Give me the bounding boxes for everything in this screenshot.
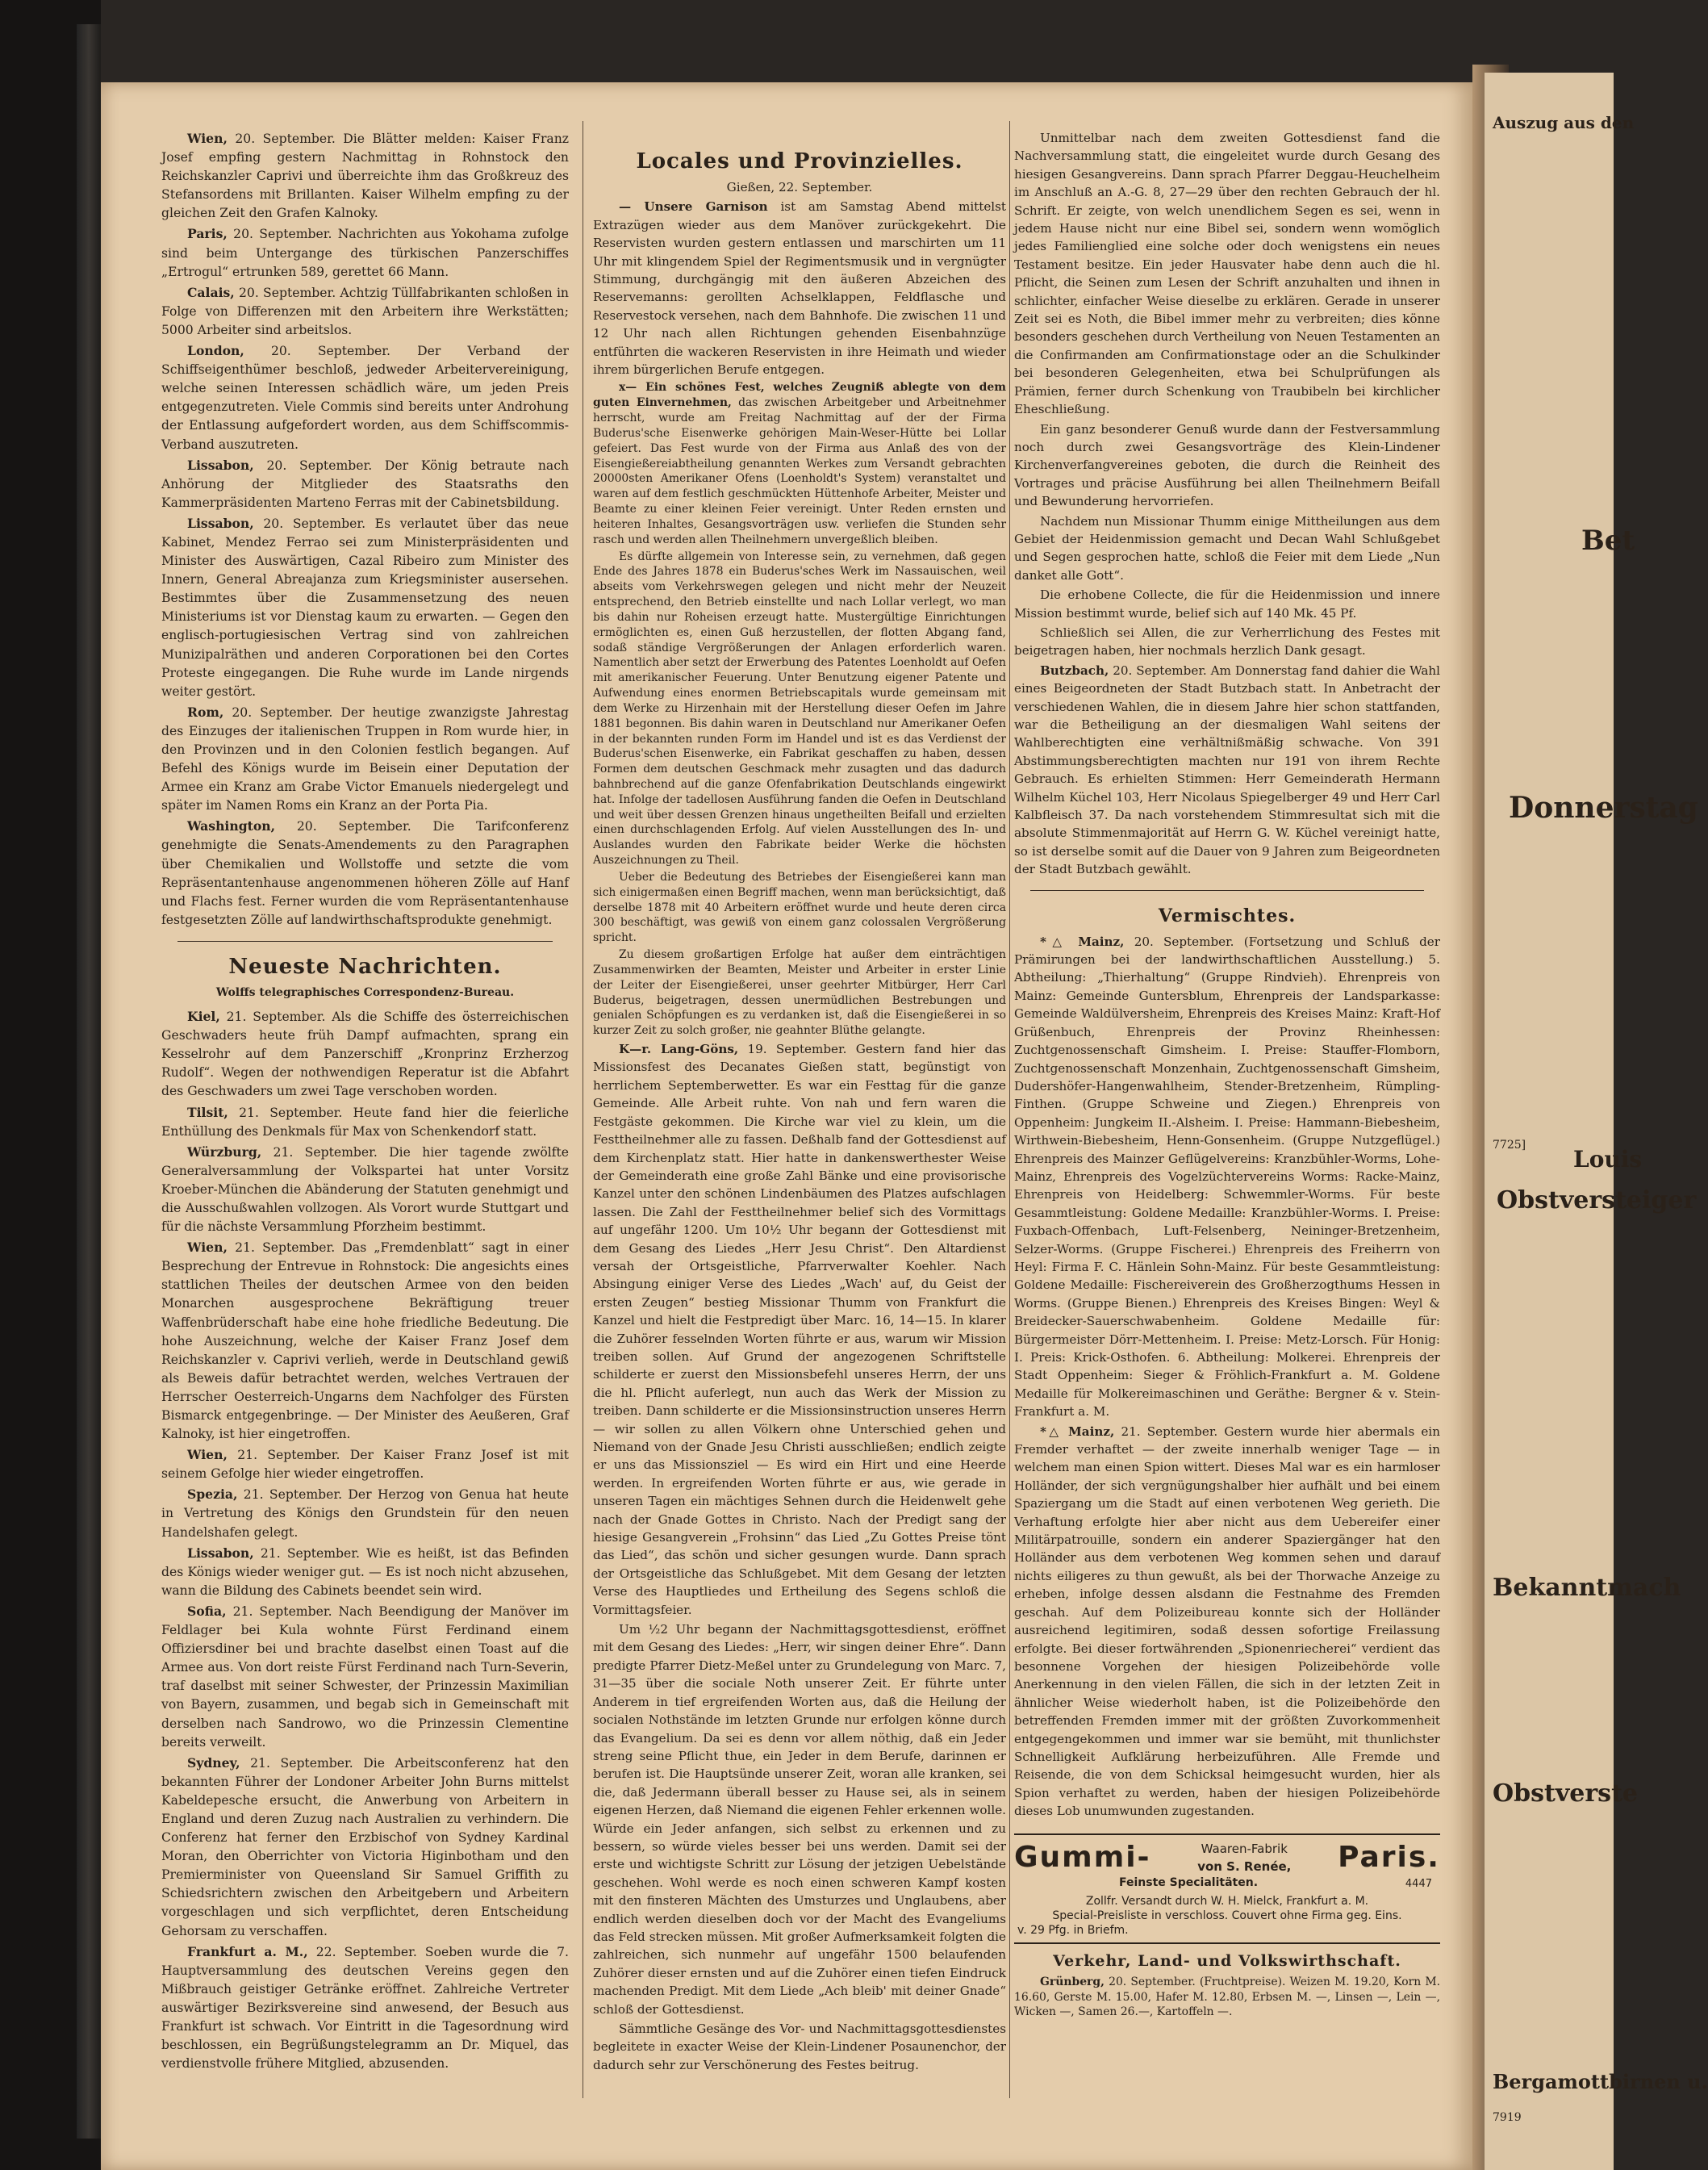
article-mainz-2: [1014, 1423, 1440, 1821]
telegram-report: [161, 129, 569, 223]
article-text: 19. September. Gestern fand hier das Missionsfest des Decanates Gießen statt, begünstigt von herrlichem Septemberwetter. Es war ein Festtag für die ganze Gemeinde. Alle Arbeit ruhte. Von nah und fern waren die Festgäste gekommen. Die Kirche war viel zu klein, um die Festtheilnehmer alle zu fassen. Deßhalb fand der Gottesdienst auf dem Kirchenplatz statt. Hier hatte in dankenswerthester Weise der Gemeinderath eine große Zahl Bänke und eine provisorische Kanzel unter den schönen Lindenbäumen des Platzes aufschlagen lassen. Die Zahl der Festtheilnehmer belief sich des Vormittags auf ungefähr 1200. Um 10½ Uhr begann der Gottesdienst mit dem Gesang des Liedes „Herr Jesu Christ“. Den Altardienst versah der Ortsgeistliche, Pfarrverwalter Koehler. Nach Absingung einiger Verse des Liedes „Wach' auf, du Geist der ersten Zeugen“ bestieg Missionar Thumm von Frankfurt die Kanzel und hielt die Festpredigt über Marc. 16, 14—15. In klarer die Zuhörer fesselnden Worten führte er aus, warum wir Mission treiben sollen. Auf Grund der angezogenen Schriftstelle schilderte er zuerst den Missionsbefehl unseres Herrn, der uns die hl. Pflicht auferlegt, nun auch das Werk der Mission zu treiben. Dann schilderte er die Missionsinstruction unseres Herrn — wir sollen zu allen Völkern ohne Unterschied gehen und Niemand von der Gnade Jesu Christi ausschließen; endlich zeigte er uns das Missionsziel — Es wird ein Hirt und eine Heerde werden. In ergreifenden Worten führte er aus, wie gerade in unseren Tagen ein mächtiges Sehnen durch die Heidenwelt gehe nach der Gnade Gottes in Christo. Nach der Predigt sang der hiesige Gesangverein „Frohsinn“ das Lied „Zu Gottes Preise tönt das Lied“, das schön und sicher gesungen wurde. Dann sprach der Ortsgeistliche das Schlußgebet. Mit dem Gesang der letzten Verse des Hauptliedes und Ertheilung des Segens schloß die Vormittagsfeier.: [593, 1042, 1006, 1617]
news-report: [161, 1143, 569, 1236]
adjacent-heading-bet: Bet: [1581, 525, 1635, 557]
news-report: [161, 1103, 569, 1141]
article-text: 20. September. (Fortsetzung und Schluß der Prämirungen bei der landwirthschaftlichen Ausstellung.) 5. Abtheilung: „Thierhaltung“ (Gruppe Rindvieh). Ehrenpreis von Mainz: Gemeinde Guntersblum, Ehrenpreis der Landsparkasse: Gemeinde Waldülversheim, Ehrenpreis des Kreises Mainz: Kraft-Hof Grüßenbuch, Ehrenpreis der Provinz Rheinhessen: Zuchtgenossenschaft Gimsheim. I. Preise: Stauffer-Flomborn, Zuchtgenossenschaft Monzenhain, Zuchtgenossenschaft Gimsheim, Dudershöfer-Hangenwahlheim, Stender-Bretzenheim, Rümpling-Finthen. (Gruppe Schweine und Ziegen.) Ehrenpreis von Oppenheim: Jungkeim II.-Alsheim. I. Preise: Hammann-Biebesheim, Wirthwein-Biebesheim, Henn-Gonsenheim. (Gruppe Nutzgeflügel.) Ehrenpreis des Mainzer Geflügelvereins: Kranzbühler-Worms, Lohe-Mainz, Ehrenpreis des Vogelzüchtervereins Worms: Racke-Mainz, Ehrenpreis von Heidelberg: Schwemmler-Worms. Für beste Gesammtleistung: Goldene Medaille: Kranzbühler-Worms. I. Preise: Fuxbach-Offenbach, Luft-Felsenberg, Neininger-Bretzenheim, Selzer-Worms. (Gruppe Fischerei.) Ehrenpreis des Freiherrn von Heyl: Firma F. C. Hänlein Sohn-Mainz. Für beste Gesammtleistung: Goldene Medaille: Fischereiverein des Großherzogthums Hessen in Worms. (Gruppe Bienen.) Ehrenpreis des Kreises Bingen: Weyl & Breidecker-Sauerschwabenheim. Goldene Medaille für: Bürgermeister Dörr-Mettenheim. I. Preise: Metz-Lorsch. Für Honig: I. Preis: Krick-Osthofen. 6. Abtheilung: Molkerei. Ehrenpreis der Stadt Oppenheim: Sieger & Fröhlich-Frankfurt a. M. Goldene Medaille für Molkereimaschinen und Geräthe: Bergner & v. Stein-Frankfurt a. M.: [1014, 934, 1440, 1419]
article-lead: x— Ein schönes Fest, welches Zeugniß ablegte von dem guten Einvernehmen,: [593, 381, 1006, 410]
dateline-giessen: Gießen, 22. September.: [726, 180, 873, 194]
report-text: 21. September. Als die Schiffe des österreichischen Geschwaders heute früh Dampf aufmachten, sprang ein Kesselrohr auf dem Panzerschiff „Kronprinz Erzherzog Rudolf“. Wegen der nothwendigen Reperatur ist die Abfahrt des Geschwaders um zwei Tage verschoben worden.: [161, 1010, 569, 1099]
section-title-vermischtes: Vermischtes.: [1158, 905, 1297, 926]
adjacent-heading-bekanntmach: Bekanntmach: [1493, 1574, 1681, 1602]
article-paragraph: Es dürfte allgemein von Interesse sein, zu vernehmen, daß gegen Ende des Jahres 1878 ein Buderus'sches Werk im Nassauischen, weil abseits vom Verkehrswegen gelegen und nicht mehr der Neuzeit entsprechend, den Betrieb einstellte und nach Lollar verlegt, wo man bis dahin nur Roheisen erzeugt hatte. Mustergültige Einrichtungen ermöglichten es, einen Guß herzustellen, der flotten Abgang fand, sodaß ständige Vergrößerungen der Anlagen erforderlich waren. Namentlich aber setzt der Erwerbung des Patentes Loenholdt auf Oefen mit amerikanischer Feuerung. Unter Benutzung eigener Patente und Aufwendung eines enormen Betriebscapitals wurde gemeinsam mit dem Werke zu Hirzenhain mit der Herstellung dieser Oefen im Jahre 1881 begonnen. Bis dahin waren in Deutschland nur Amerikaner Oefen in der bekannten runden Form im Handel und ist es das Verdienst der Buderus'schen Eisenwerke, ein Fabrikat geschaffen zu haben, dessen Formen dem deutschen Geschmack mehr zusagten und das dadurch bahnbrechend auf die ganze Ofenfabrikation Deutschlands eingewirkt hat. Infolge der tadellosen Ausführung fanden die Oefen in Deutschland und weit über dessen Grenzen hinaus ungetheilten Beifall und erzielten einen durchschlagenden Erfolg. Auf vielen Ausstellungen des In- und Auslandes wurden den Fabrikate beider Werke die höchsten Auszeichnungen zu Theil.: [593, 550, 1006, 868]
news-report: [161, 1485, 569, 1541]
dateline-place: Spezia,: [187, 1486, 238, 1503]
book-spine: [77, 24, 101, 2139]
report-text: 20. September. Der König betraute nach Anhörung der Mitglieder des Staatsraths den Kammerpräsidenten Marteno Ferras mit der Cabinetsbildung.: [161, 458, 569, 510]
article-lead: *△ Mainz,: [1040, 1424, 1115, 1439]
telegram-report: [161, 341, 569, 454]
news-report: [161, 1544, 569, 1600]
section-subtitle-wolff: Wolffs telegraphisches Correspondenz-Bureau.: [215, 985, 515, 999]
ad-line: Special-Preisliste in verschloss. Couvert ohne Firma geg. Eins.: [1052, 1909, 1402, 1922]
article-garnison: [593, 198, 1006, 378]
report-text: 20. September. Achtzig Tüllfabrikanten schloßen in Folge von Differenzen mit den Arbeitern ihre Werkstätten; 5000 Arbeiter sind arbeitslos.: [161, 285, 569, 337]
column-3: [1014, 129, 1440, 2022]
article-text: 21. September. Gestern wurde hier abermals ein Fremder verhaftet — der zweite innerhalb weniger Tage — in welchem man einen Spion wittert. Dieses Mal war es ein harmloser Holländer, der sich vergnügungshalber hier aufhält und bei einem Spaziergang um die Stadt auf einen verbotenen Weg gerieth. Die Verhaftung erfolgte hier aber nicht aus dem Uebereifer einer Militärpatrouille, sondern ein anderer Spaziergänger hat den Holländer aus dem verbotenen Weg kommen sehen und darauf nichts eiligeres zu thun gewußt, als bei der Thorwache Anzeige zu erheben, infolge dessen alsdann die Festnahme des Fremden geschah. Auf dem Polizeibureau konnte sich der Holländer ausreichend legitimiren, sodaß dessen sofortige Freilassung erfolgte. Bei dieser fortwährenden „Spionenriecherei“ verdient das besonnene Vorgehen der hiesigen Polizeibehörde volle Anerkennung in den vielen Fällen, die sich in der letzten Zeit in ähnlicher Weise wiederholt haben, ist die Polizeibehörde den betreffenden Fremden immer mit der größten Zuvorkommenheit entgegengekommen und immer war sie bemüht, mit thunlichster Schnelligkeit Aufklärung herbeizuführen. Alle Fremde und Reisende, die von dem Schicksal heimgesucht wurden, hier als Spion verhaftet zu werden, haben der hiesigen Polizeibehörde dieses Lob unumwunden zugestanden.: [1014, 1424, 1440, 1819]
report-text: 22. September. Soeben wurde die 7. Hauptversammlung des deutschen Vereins gegen den Mißbrauch geistiger Getränke eröffnet. Zahlreiche Vertreter auswärtiger Bezirksvereine sind anwesend, der Besuch aus Frankfurt ist schwach. Vor Eintritt in die Tagesordnung wird beschlossen, ein Begrüßungstelegramm an Dr. Miquel, das verdienstvolle frühere Mitglied, abzusenden.: [161, 1944, 570, 2072]
article-paragraph: Sämmtliche Gesänge des Vor- und Nachmittagsgottesdienstes begleitete in exacter Weise der Klein-Lindener Posaunenchor, der dadurch sehr zur Verschönerung des Festes beitrug.: [593, 2022, 1006, 2072]
dateline-place: Lissabon,: [187, 515, 254, 531]
article-lead: *△ Mainz,: [1040, 934, 1125, 949]
report-text: 20. September. Der heutige zwanzigste Jahrestag des Einzuges der italienischen Truppen in Rom wurde hier, in den Provinzen und in den Colonien festlich begangen. Auf Befehl des Königs wurde im Beisein einer Deputation der Armee ein Kranz am Grabe Victor Emanuels niedergelegt und später im Namen Roms ein Kranz an der Porta Pia.: [161, 705, 569, 813]
dateline-place: Wien,: [187, 131, 228, 146]
adjacent-page: [1485, 73, 1708, 2170]
dateline-place: Sydney,: [187, 1754, 240, 1771]
column-2: [593, 141, 1006, 2076]
dateline-place: Würzburg,: [187, 1144, 262, 1160]
advertisement-gummi-paris: [1014, 1833, 1440, 1944]
report-text: 21. September. Der Herzog von Genua hat heute in Vertretung des Königs den Grundstein für den neuen Handelshafen gelegt.: [161, 1487, 570, 1540]
article-paragraph: Ueber die Bedeutung des Betriebes der Eisengießerei kann man sich einigermaßen einen Begriff machen, wenn man berücksichtigt, daß derselbe 1878 mit 40 Arbeitern eröffnet wurde und heute deren circa 300 beschäftigt, was gewiß von einem ganz colossalen Vergrößerung spricht.: [593, 870, 1006, 945]
ad-line: v. 29 Pfg. in Briefm.: [1017, 1923, 1129, 1937]
adjacent-heading-obstversteiger: Obstversteiger: [1497, 1186, 1697, 1215]
dateline-place: Tilsit,: [187, 1104, 228, 1120]
telegram-report: [161, 456, 569, 512]
news-report: [161, 1754, 569, 1941]
dateline-place: Lissabon,: [187, 457, 254, 473]
column-1: [161, 129, 569, 2075]
news-report: [161, 1445, 569, 1483]
report-text: 20. September. Die Blätter melden: Kaiser Franz Josef empfing gestern Nachmittag in Rohnstock den Reichskanzler Caprivi und überreichte ihm das Großkreuz des Stefansordens mit Brillanten. Kaiser Wilhelm empfing zu der gleichen Zeit den Grafen Kalnoky.: [161, 132, 569, 221]
article-lang-goens: [593, 1040, 1006, 1619]
dateline-place: Wien,: [187, 1240, 228, 1256]
dateline-place: Lissabon,: [187, 1545, 254, 1561]
ad-headline-row: [1014, 1840, 1440, 1876]
section-divider: [177, 941, 553, 942]
report-text: 20. September. Es verlautet über das neue Kabinet, Mendez Ferrao sei zum Ministerpräsidenten und Minister des Auswärtigen, Cazal Ribeiro zum Minister des Innern, General Abreajanza zum Kriegsminister ausersehen. Bestimmtes über die Zusammensetzung des neuen Ministeriums ist vor Dienstag kaum zu erwarten. — Gegen den englisch-portugiesischen Vertrag sind von zahlreichen Munizipalräthen und anderen Corporationen bei den Cortes Proteste eingegangen. Die Ruhe wurde im Lande nirgends weiter gestört.: [161, 516, 569, 699]
ad-word-gummi: Gummi-: [1014, 1840, 1151, 1874]
telegram-report: [161, 817, 569, 930]
section-divider: [1030, 890, 1424, 891]
adjacent-heading-obstverste: Obstverste: [1493, 1779, 1639, 1808]
report-text: 21. September. Die Arbeitsconferenz hat den bekannten Führer der Londoner Arbeiter John Burns mittelst Kabeldepesche ersucht, die Anwerbung von Arbeitern in England und deren Zuzug nach Australien zu verhindern. Die Conferenz hat ferner den Erzbischof von Sydney Kardinal Moran, den Oberrichter von Victoria Higinbotham und den Premierminister von Queensland Sir Samuel Griffith zu Schiedsrichtern zwischen den Arbeitgebern und Arbeitern vorgeschlagen und sich verpflichtet, deren Entscheidung Gehorsam zu verschaffen.: [161, 1755, 569, 1938]
dateline-place: Calais,: [187, 284, 235, 300]
news-report: [161, 1942, 569, 2074]
adjacent-heading-louis: Louis: [1573, 1146, 1643, 1173]
telegram-reports: [161, 129, 569, 930]
news-report: [161, 1238, 569, 1444]
news-report: [161, 1602, 569, 1752]
report-text: 21. September. Die hier tagende zwölfte Generalversammlung der Volkspartei hat unter Vorsitz Kroeber-München die Abänderung der Statuten genehmigt und die Ausschußwahlen vollzogen. Als Vorort wurde Stuttgart und für die nächste Versammlung Pforzheim bestimmt.: [161, 1144, 570, 1235]
report-text: 21. September. Nach Beendigung der Manöver im Feldlager bei Kula wohnte Fürst Ferdinand einem Offiziersdiner bei und brachte daselbst einen Toast auf die Armee aus. Von dort reiste Fürst Ferdinand nach Turn-Severin, traf daselbst mit seiner Schwester, der Prinzessin Maximilian von Bayern, zusammen, und begab sich in Gemeinschaft mit derselben nach Sandrowo, wo die Prinzessin Clementine bereits verweilt.: [161, 1603, 569, 1750]
ad-line: Zollfr. Versandt durch W. H. Mielck, Frankfurt a. M.: [1085, 1894, 1369, 1908]
section-title-verkehr: Verkehr, Land- und Volkswirthschaft.: [1053, 1951, 1401, 1970]
article-paragraph: Die erhobene Collecte, die für die Heidenmission und innere Mission bestimmt wurde, belief sich auf 140 Mk. 45 Pf.: [1014, 587, 1440, 621]
ad-word-paris: Paris.: [1338, 1840, 1440, 1874]
article-gruenberg: [1014, 1975, 1440, 2020]
telegram-report: [161, 514, 569, 701]
article-paragraph: Unmittelbar nach dem zweiten Gottesdienst fand die Nachversammlung statt, die eingeleitet wurde durch Gesang des hiesigen Gesangvereins. Dann sprach Pfarrer Deggau-Heuchelheim im Anschluß an A.-G. 8, 27—29 über den rechten Gebrauch der hl. Schrift. Er zeigte, von welch unendlichem Segen es sei, wenn in jedem Hause nicht nur eine Bibel sei, sondern wenn womöglich jedes Familienglied eine solche oder doch wenigstens ein neues Testament besitze. Ein jeder Hausvater habe denn auch die hl. Pflicht, die Seinen zum Lesen der Schrift anzuhalten und ihnen in schlichter, einfacher Weise dieselbe zu erklären. Gerade in unserer Zeit sei es Noth, die Bibel immer mehr zu verbreiten; dies könne besonders geschehen durch Vertheilung von Neuen Testamenten an die Confirmanden am Confirmationstage oder an die Schulkinder bei besonderen Gelegenheiten, etwa bei Schulprüfungen als Prämien, ferner durch Schenkung von Traubibeln bei kirchlicher Eheschließung.: [1014, 131, 1440, 417]
report-text: 20. September. Die Tarifconferenz genehmigte die Senats-Amendements zu den Paragraphen über Chemikalien und Wollstoffe und setzte die vom Repräsentantenhause angenommenen höheren Zölle auf Hanf und Flachs fest. Ferner wurden die vom Repräsentantenhause festgesetzten Zölle auf landwirthschaftsprodukte genehmigt.: [161, 819, 569, 927]
ad-line: Feinste Specialitäten.: [1119, 1876, 1259, 1890]
latest-news-list: [161, 1007, 569, 2073]
article-paragraph: [593, 380, 1006, 547]
report-text: 21. September. Der Kaiser Franz Josef ist mit seinem Gefolge hier wieder eingetroffen.: [161, 1448, 569, 1482]
report-text: 20. September. Nachrichten aus Yokohama zufolge sind beim Untergange des türkischen Panzerschiffes „Ertrogul“ ertrunken 589, gerettet 66 Mann.: [161, 227, 570, 279]
article-paragraph: Ein ganz besonderer Genuß wurde dann der Festversammlung noch durch zwei Gesangsvorträge des Klein-Lindener Kirchenverfangvereines geboten, die durch die Reinheit des Vortrages und präcise Ausführung bei allen Theilnehmern Beifall und Bewunderung hervorriefen.: [1014, 421, 1440, 509]
ad-line: Waaren-Fabrik: [1201, 1841, 1288, 1856]
section-title-neueste-nachrichten: Neueste Nachrichten.: [228, 954, 502, 979]
dateline-place: London,: [187, 343, 244, 359]
ad-middle-block: [1197, 1840, 1291, 1876]
article-paragraph: Nachdem nun Missionar Thumm einige Mittheilungen aus dem Gebiet der Heidenmission gemacht und Decan Wahl Schlußgebet und Segen gesprochen hatte, schloß die Feier mit dem Liede „Nun danket alle Gott“.: [1014, 513, 1440, 583]
report-text: 20. September. Der Verband der Schiffseigenthümer beschloß, jedweder Arbeitervereinigung, welche seinen Interessen schädlich wäre, um jeden Preis entgegenzutreten. Viele Commis sind bereits unter Androhung der Entlassung aufgefordert worden, aus dem Schiffscommis-Verband auszutreten.: [161, 344, 569, 452]
article-paragraph: Um ½2 Uhr begann der Nachmittagsgottesdienst, eröffnet mit dem Gesang des Liedes: „Herr, wir singen deiner Ehre“. Dann predigte Pfarrer Dietz-Meßel unter zu Grundelegung von Marc. 7, 31—35 über die sociale Noth unserer Zeit. Er führte unter Anderem in tief ergreifenden Worten aus, daß die Heilung der socialen Nothstände im letzten Grunde nur erfolgen könne durch das Evangelium. Da sei es denn vor allem nöthig, daß ein Jeder streng seine Pflicht thue, ein Jeder in dem Berufe, darinnen er berufen ist. Die Hauptsünde unserer Zeit, woran alle kranken, sei die, daß Jedermann überall besser zu Hause sei, als in seinem eigenen Herzen, daß Niemand die eigenen Fehler erkennen wolle. Würde ein Jeder anfangen, sich selbst zu erkennen und zu bessern, so würde vieles besser bei uns werden. Damit sei der erste und wichtigste Schritt zur Lösung der jetzigen Uebelstände geschehen. Wohl werde es noch einen schweren Kampf kosten mit den finsteren Mächten des Umsturzes und Unglaubens, aber endlich werden dieselben doch vor der Macht des Evangeliums das Feld strecken müssen. Mit großer Aufmerksamkeit folgten die zahlreichen, sich nunmehr auf ungefähr 1500 belaufenden Zuhörer dieser ernsten und auf die Zuhörer einen tiefen Eindruck machenden Predigt. Mit dem Liede „Ach bleib' mit deiner Gnade“ schloß der Gottesdienst.: [593, 1622, 1006, 2017]
article-lead: K—r. Lang-Göns,: [619, 1042, 739, 1057]
article-text: ist am Samstag Abend mittelst Extrazügen wieder aus dem Manöver zurückgekehrt. Die Reservisten wurden gestern entlassen und marschirten um 11 Uhr mit klingendem Spiel der Regimentsmusik und in vergnügter Stimmung, durchgängig mit den äußeren Abzeichen des Reservemanns: gerollten Achselklappen, Feldflasche und Reservestock versehen, nach dem Bahnhofe. Die zwischen 11 und 12 Uhr nach allen Richtungen gehenden Eisenbahnzüge entführten die wackeren Reservisten in ihre Heimath und wieder ihrem bürgerlichen Berufe entgegen.: [593, 199, 1006, 378]
dateline-place: Paris,: [187, 226, 228, 242]
article-paragraph: Schließlich sei Allen, die zur Verherrlichung des Festes mit beigetragen haben, hier nochmals herzlich Dank gesagt.: [1014, 625, 1440, 659]
dateline-place: Kiel,: [187, 1009, 220, 1025]
dateline-place: Frankfurt a. M.,: [187, 1943, 308, 1959]
dateline-place: Washington,: [187, 818, 276, 834]
adjacent-heading-bergamottbirnen: Bergamottbirnen u.: [1493, 2070, 1708, 2093]
article-lead: — Unsere Garnison: [619, 199, 768, 215]
article-lead: Grünberg,: [1040, 1975, 1105, 1988]
adjacent-marker-7725: 7725]: [1493, 1139, 1526, 1152]
column-rule-2: [1009, 121, 1010, 2098]
dateline-place: Rom,: [187, 704, 224, 720]
adjacent-heading-auszug: Auszug aus den: [1493, 113, 1635, 132]
telegram-report: [161, 224, 569, 281]
article-mainz-1: [1014, 933, 1440, 1421]
article-paragraph: Zu diesem großartigen Erfolge hat außer dem einträchtigen Zusammenwirken der Beamten, Meister und Arbeiter in erster Linie der Leiter der Eisengießerei, unser geehrter Mitbürger, Herr Carl Buderus, beigetragen, dessen unermüdlichen Bestrebungen und genialen Schöpfungen es zu verdanken ist, daß die Eisengießerei in so kurzer Zeit zu solch großer, nie geahnter Blüthe gelangte.: [593, 948, 1006, 1038]
dateline-place: Sofia,: [187, 1603, 227, 1619]
ad-number: 4447: [1405, 1878, 1432, 1891]
ad-line: von S. Renée,: [1197, 1859, 1292, 1874]
report-text: 21. September. Heute fand hier die feierliche Enthüllung des Denkmals für Max von Schenkendorf statt.: [161, 1105, 569, 1139]
telegram-report: [161, 283, 569, 340]
report-text: 21. September. Wie es heißt, ist das Befinden des Königs wieder weniger gut. — Es ist noch nicht abzusehen, wann die Bildung des Cabinets beendet sein wird.: [161, 1545, 569, 1598]
adjacent-marker-7919: 7919: [1493, 2111, 1522, 2124]
article-buderus: [593, 380, 1006, 1039]
telegram-report: [161, 703, 569, 816]
article-lead: Butzbach,: [1040, 663, 1109, 678]
dateline-place: Wien,: [187, 1447, 228, 1463]
news-report: [161, 1007, 569, 1101]
ad-subline-row: [1014, 1875, 1440, 1893]
report-text: 21. September. Das „Fremdenblatt“ sagt in einer Besprechung der Entrevue in Rohnstock: Die angesichts eines stattlichen Theiles der deutschen Armee von den beiden Monarchen ausgesprochene Bekräftigung treuer Waffenbrüderschaft habe eine hohe friedliche Bedeutung. Die hohe Auszeichnung, welche der Kaiser Franz Josef dem Reichskanzler v. Caprivi verlieh, werde in Deutschland gewiß als Beweis dafür betrachtet werden, welches Vertrauen der Herrscher Oesterreich-Ungarns dem Nachfolger des Fürsten Bismarck entgegenbringe. — Der Minister des Aeußeren, Graf Kalnoky, ist hier eingetroffen.: [161, 1240, 569, 1442]
article-text: 20. September. Am Donnerstag fand dahier die Wahl eines Beigeordneten der Stadt Butzbach statt. In Anbetracht der verschiedenen Wahlen, die in diesem Jahre hier schon stattfanden, war die Betheiligung an der diesmaligen Wahl seitens der Wahlberechtigten eine verhältnißmäßig schwache. Von 391 Abstimmungsberechtigten machten nur 191 von ihrem Rechte Gebrauch. Es erhielten Stimmen: Herr Gemeinderath Hermann Wilhelm Küchel 103, Herr Nicolaus Spiegelberger 49 und Herr Carl Kalbfleisch 37. Da nach vorstehendem Stimmresultat sich mit die absolute Stimmenmajorität auf Herrn G. W. Küchel vereinigt hatte, so ist derselbe somit auf die Dauer von 9 Jahren zum Beigeordneten der Stadt Butzbach gewählt.: [1014, 663, 1440, 877]
article-text: das zwischen Arbeitgeber und Arbeitnehmer herrscht, wurde am Freitag Nachmittag auf der der Firma Buderus'sche Eisenwerke gehörigen Main-Weser-Hütte bei Lollar gefeiert. Das Fest wurde von der Firma aus Anlaß des von der Eisengießereiabtheilung genannten Werkes zum Versandt gebrachten 20000sten Amerikaner Ofens (Loenholdt's System) veranstaltet und waren auf dem festlich geschmückten Hüttenhofe Arbeiter, Meister und Beamte zu einer kleinen Feier vereinigt. Unter Reden ernsten und heiteren Inhaltes, Gesangsvorträgen usw. verliefen die Stunden sehr rasch und werden allen Theilnehmern unvergeßlich bleiben.: [593, 396, 1006, 546]
adjacent-heading-donnerstag: Donnerstag: [1509, 791, 1698, 825]
article-text: 20. September. (Fruchtpreise). Weizen M. 19.20, Korn M. 16.60, Gerste M. 15.00, Hafer M. 12.80, Erbsen M. —, Linsen —, Lein —, Wicken —, Samen 26.—, Kartoffeln —.: [1014, 1975, 1440, 2019]
article-butzbach: [1014, 662, 1440, 879]
section-title-locales: Locales und Provinzielles.: [636, 149, 963, 174]
